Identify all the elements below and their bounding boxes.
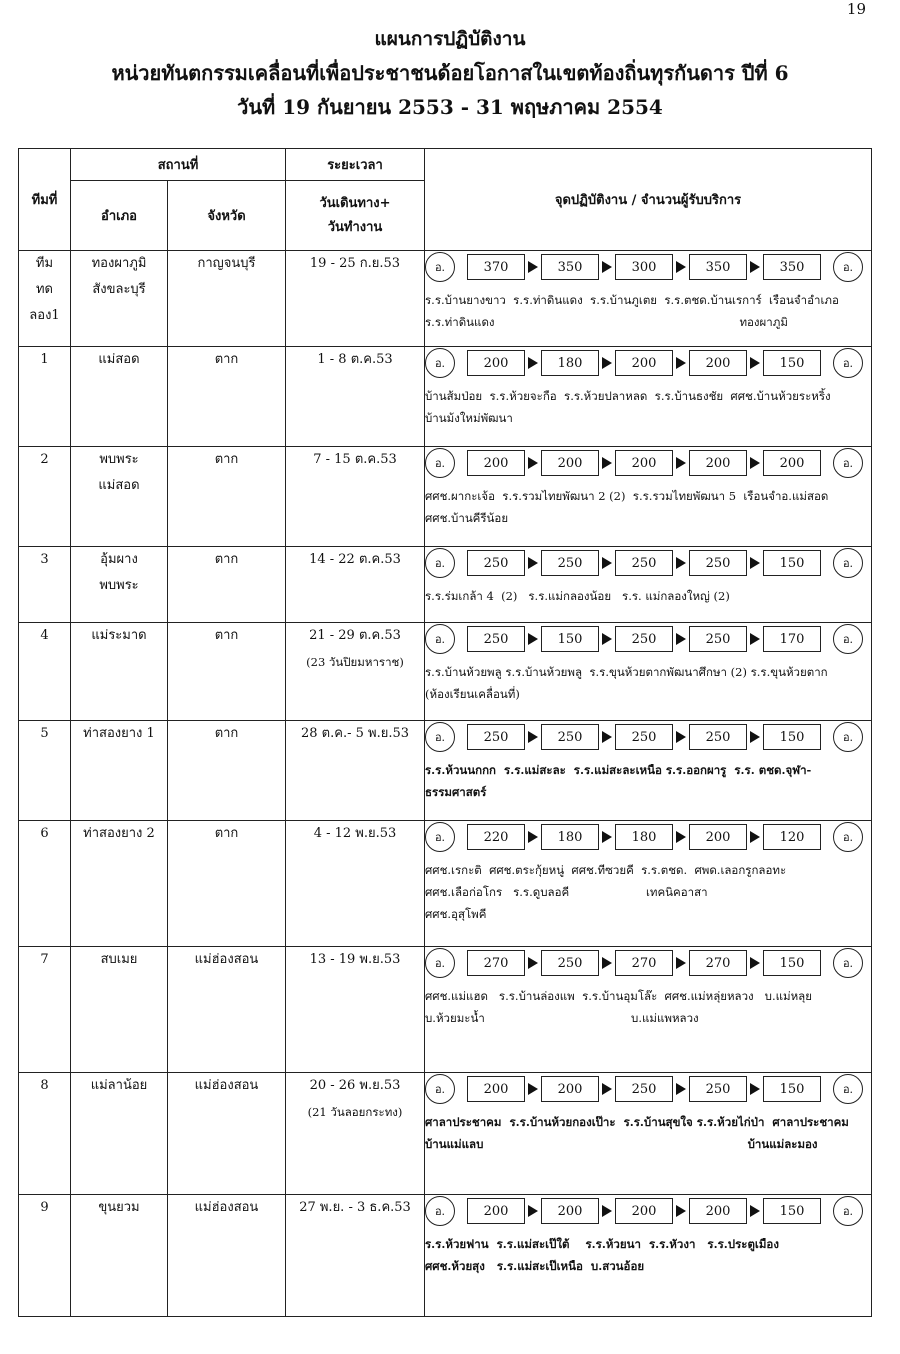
arrow-right-icon — [676, 633, 686, 645]
endpoint-circle-start: อ. — [425, 624, 455, 654]
arrow-right-icon — [750, 1205, 760, 1217]
endpoint-circle-end: อ. — [833, 1196, 863, 1226]
count-box: 150 — [541, 626, 599, 652]
points-cell — [425, 1073, 872, 1195]
page-number: 19 — [846, 0, 866, 18]
team-cell — [19, 1073, 71, 1195]
header-place: สถานที่ — [71, 149, 286, 181]
team-label: ทด — [35, 282, 53, 297]
period-label: 28 ต.ค.- 5 พ.ย.53 — [301, 726, 409, 741]
province-label: ตาก — [214, 726, 239, 741]
endpoint-circle-end: อ. — [833, 548, 863, 578]
points-cell — [425, 347, 872, 447]
arrow-right-icon — [602, 633, 612, 645]
count-box: 300 — [615, 254, 673, 280]
arrow-right-icon — [602, 1083, 612, 1095]
province-cell — [168, 721, 286, 821]
amphoe-cell — [71, 347, 168, 447]
province-cell — [168, 821, 286, 947]
table-row — [19, 447, 872, 547]
site-list-line: ร.ร.บ้านห้วยพลู ร.ร.บ้านห้วยพลู ร.ร.ขุนห้วยตากพัฒนาศึกษา (2) ร.ร.ขุนห้วยตาก — [425, 665, 828, 679]
table-row — [19, 251, 872, 347]
team-label: ทีม — [35, 256, 54, 271]
table-row — [19, 623, 872, 721]
count-box: 150 — [763, 1076, 821, 1102]
amphoe-label: ท่าสองยาง 2 — [83, 826, 155, 841]
arrow-right-icon — [528, 1083, 538, 1095]
count-box: 350 — [689, 254, 747, 280]
points-cell — [425, 547, 872, 623]
period-cell — [286, 1073, 425, 1195]
arrow-right-icon — [528, 261, 538, 273]
arrow-right-icon — [750, 731, 760, 743]
count-box: 370 — [467, 254, 525, 280]
amphoe-label: ท่าสองยาง 1 — [83, 726, 155, 741]
count-box: 180 — [541, 350, 599, 376]
count-box: 250 — [467, 626, 525, 652]
period-label: 4 - 12 พ.ย.53 — [313, 826, 397, 841]
flow-diagram — [425, 547, 871, 579]
province-cell — [168, 947, 286, 1073]
count-box: 200 — [615, 450, 673, 476]
count-box: 170 — [763, 626, 821, 652]
period-label: 19 - 25 ก.ย.53 — [309, 256, 401, 271]
points-cell — [425, 947, 872, 1073]
amphoe-cell — [71, 623, 168, 721]
arrow-right-icon — [602, 731, 612, 743]
arrow-right-icon — [602, 261, 612, 273]
site-list-line: ศศช.บ้านคีรีน้อย — [425, 511, 509, 525]
site-list-line: ศศช.อุสุโพคี — [425, 907, 487, 921]
header-amphoe: อำเภอ — [71, 181, 168, 251]
province-label: ตาก — [214, 452, 239, 467]
count-box: 250 — [615, 724, 673, 750]
title-line-3: วันที่ 19 กันยายน 2553 - 31 พฤษภาคม 2554 — [237, 95, 663, 119]
endpoint-circle-end: อ. — [833, 1074, 863, 1104]
count-box: 270 — [615, 950, 673, 976]
period-cell — [286, 547, 425, 623]
team-cell — [19, 821, 71, 947]
count-box: 250 — [689, 1076, 747, 1102]
count-box: 200 — [467, 350, 525, 376]
table-row — [19, 1073, 872, 1195]
period-cell — [286, 821, 425, 947]
endpoint-circle-start: อ. — [425, 252, 455, 282]
count-box: 180 — [615, 824, 673, 850]
count-box: 250 — [689, 724, 747, 750]
site-list-line: บ้านส้มป่อย ร.ร.ห้วยจะกือ ร.ร.ห้วยปลาหลด ร.ร.บ้านธงชัย ศศช.บ้านห้วยระหริ้ง — [425, 389, 831, 403]
period-note: (23 วันปิยมหาราช) — [306, 655, 404, 669]
province-cell — [168, 447, 286, 547]
count-box: 250 — [541, 550, 599, 576]
province-cell — [168, 1195, 286, 1317]
endpoint-circle-end: อ. — [833, 448, 863, 478]
count-box: 200 — [541, 1198, 599, 1224]
flow-diagram — [425, 1195, 871, 1227]
points-cell — [425, 623, 872, 721]
header-period-sub2: วันทำงาน — [327, 219, 383, 235]
amphoe-cell — [71, 721, 168, 821]
amphoe-label: อุ้มผาง — [100, 552, 138, 567]
count-box: 250 — [689, 626, 747, 652]
arrow-right-icon — [528, 1205, 538, 1217]
amphoe-label: ทองผาภูมิ — [91, 256, 147, 271]
arrow-right-icon — [750, 457, 760, 469]
count-box: 150 — [763, 350, 821, 376]
team-label: ลอง1 — [29, 308, 60, 323]
endpoint-circle-end: อ. — [833, 252, 863, 282]
site-list-line: ร.ร.ห้วนนกกก ร.ร.แม่สะละ ร.ร.แม่สะละเหนือ ร.ร.ออกผารู ร.ร. ตชด.จุฬา- — [425, 763, 812, 777]
team-label: 8 — [40, 1078, 49, 1093]
plan-table — [18, 148, 872, 1317]
arrow-right-icon — [676, 1083, 686, 1095]
arrow-right-icon — [528, 557, 538, 569]
points-cell — [425, 721, 872, 821]
province-label: แม่ฮ่องสอน — [194, 1200, 259, 1215]
site-list-line: ศศช.แม่แฮด ร.ร.บ้านล่องแพ ร.ร.บ้านอุมโล๊ะ ศศช.แม่หลุ่ยหลวง บ.แม่หลุย — [425, 989, 812, 1003]
title-line-2: หน่วยทันตกรรมเคลื่อนที่เพื่อประชาชนด้อยโอกาสในเขตท้องถิ่นทุรกันดาร ปีที่ 6 — [111, 61, 789, 85]
count-box: 250 — [467, 724, 525, 750]
amphoe-cell — [71, 1195, 168, 1317]
plan-rows — [19, 251, 872, 1317]
arrow-right-icon — [750, 957, 760, 969]
arrow-right-icon — [750, 633, 760, 645]
header-period: ระยะเวลา — [286, 149, 425, 181]
team-cell — [19, 721, 71, 821]
site-list-line: ศศช.ผากะเจ้อ ร.ร.รวมไทยพัฒนา 2 (2) ร.ร.รวมไทยพัฒนา 5 เรือนจำอ.แม่สอด — [425, 489, 829, 503]
count-box: 220 — [467, 824, 525, 850]
endpoint-circle-end: อ. — [833, 722, 863, 752]
province-label: ตาก — [214, 552, 239, 567]
period-label: 14 - 22 ต.ค.53 — [309, 552, 401, 567]
amphoe-label: พบพระ — [99, 578, 139, 593]
points-cell — [425, 821, 872, 947]
table-row — [19, 1195, 872, 1317]
site-list-line: ร.ร.ร่มเกล้า 4 (2) ร.ร.แม่กลองน้อย ร.ร. แม่กลองใหญ่ (2) — [425, 589, 730, 603]
arrow-right-icon — [750, 557, 760, 569]
count-box: 200 — [615, 1198, 673, 1224]
team-label: 7 — [40, 952, 49, 967]
amphoe-cell — [71, 251, 168, 347]
header-points: จุดปฏิบัติงาน / จำนวนผู้รับบริการ — [425, 149, 872, 251]
flow-diagram — [425, 623, 871, 655]
amphoe-label: สบเมย — [100, 952, 138, 967]
site-list-line: บ.ห้วยมะน้ำ บ.แม่แพหลวง — [425, 1011, 699, 1025]
amphoe-cell — [71, 821, 168, 947]
count-box: 250 — [467, 550, 525, 576]
arrow-right-icon — [602, 1205, 612, 1217]
endpoint-circle-start: อ. — [425, 722, 455, 752]
endpoint-circle-start: อ. — [425, 1196, 455, 1226]
province-label: ตาก — [214, 352, 239, 367]
period-label: 13 - 19 พ.ย.53 — [309, 952, 401, 967]
table-row — [19, 821, 872, 947]
endpoint-circle-start: อ. — [425, 548, 455, 578]
period-label: 20 - 26 พ.ย.53 — [309, 1078, 401, 1093]
arrow-right-icon — [676, 357, 686, 369]
count-box: 250 — [541, 950, 599, 976]
count-box: 250 — [541, 724, 599, 750]
points-cell — [425, 251, 872, 347]
amphoe-label: สังขละบุรี — [92, 282, 146, 297]
arrow-right-icon — [676, 557, 686, 569]
endpoint-circle-end: อ. — [833, 948, 863, 978]
count-box: 120 — [763, 824, 821, 850]
province-label: ตาก — [214, 826, 239, 841]
site-list-line: ร.ร.ท่าดินแดง ทองผาภูมิ — [425, 315, 788, 329]
province-label: ตาก — [214, 628, 239, 643]
province-cell — [168, 347, 286, 447]
arrow-right-icon — [676, 1205, 686, 1217]
endpoint-circle-start: อ. — [425, 1074, 455, 1104]
count-box: 270 — [689, 950, 747, 976]
arrow-right-icon — [602, 557, 612, 569]
arrow-right-icon — [528, 457, 538, 469]
site-list-line: ธรรมศาสตร์ — [425, 785, 487, 799]
team-cell — [19, 251, 71, 347]
province-cell — [168, 623, 286, 721]
site-list-line: (ห้องเรียนเคลื่อนที่) — [425, 687, 520, 701]
period-cell — [286, 447, 425, 547]
arrow-right-icon — [676, 457, 686, 469]
province-label: แม่ฮ่องสอน — [194, 1078, 259, 1093]
team-label: 4 — [40, 628, 49, 643]
count-box: 200 — [689, 1198, 747, 1224]
arrow-right-icon — [750, 1083, 760, 1095]
flow-diagram — [425, 1073, 871, 1105]
team-label: 3 — [40, 552, 49, 567]
flow-diagram — [425, 947, 871, 979]
site-list-line: บ้านม้งใหม่พัฒนา — [425, 411, 513, 425]
arrow-right-icon — [676, 957, 686, 969]
arrow-right-icon — [528, 831, 538, 843]
count-box: 250 — [615, 550, 673, 576]
team-label: 1 — [40, 352, 49, 367]
team-label: 5 — [40, 726, 49, 741]
count-box: 250 — [615, 626, 673, 652]
arrow-right-icon — [750, 261, 760, 273]
team-cell — [19, 447, 71, 547]
period-cell — [286, 1195, 425, 1317]
amphoe-cell — [71, 547, 168, 623]
team-label: 6 — [40, 826, 49, 841]
count-box: 150 — [763, 1198, 821, 1224]
period-cell — [286, 623, 425, 721]
amphoe-label: แม่ระมาด — [91, 628, 147, 643]
team-cell — [19, 547, 71, 623]
period-label: 27 พ.ย. - 3 ธ.ค.53 — [299, 1200, 411, 1215]
site-list-line: ศาลาประชาคม ร.ร.บ้านห้วยกองเป๊าะ ร.ร.บ้านสุขใจ ร.ร.ห้วยไก่ป่า ศาลาประชาคม — [425, 1115, 849, 1129]
arrow-right-icon — [602, 357, 612, 369]
period-note: (21 วันลอยกระทง) — [307, 1105, 403, 1119]
endpoint-circle-end: อ. — [833, 348, 863, 378]
endpoint-circle-start: อ. — [425, 348, 455, 378]
arrow-right-icon — [528, 633, 538, 645]
table-row — [19, 721, 872, 821]
header-period-sub — [286, 181, 425, 251]
amphoe-label: แม่สอด — [98, 352, 140, 367]
arrow-right-icon — [602, 457, 612, 469]
site-list-line: ร.ร.ห้วยฟาน ร.ร.แม่สะเป๊ใต้ ร.ร.ห้วยนา ร.ร.หัวงา ร.ร.ประตูเมือง — [425, 1237, 779, 1251]
endpoint-circle-end: อ. — [833, 624, 863, 654]
header-province: จังหวัด — [168, 181, 286, 251]
table-row — [19, 347, 872, 447]
site-list-line: ศศช.ห้วยสุง ร.ร.แม่สะเป๊เหนือ บ.สวนอ้อย — [425, 1259, 645, 1273]
period-label: 7 - 15 ต.ค.53 — [313, 452, 397, 467]
count-box: 200 — [467, 1076, 525, 1102]
arrow-right-icon — [676, 831, 686, 843]
period-cell — [286, 721, 425, 821]
document-title — [0, 22, 900, 124]
flow-diagram — [425, 721, 871, 753]
amphoe-label: แม่สอด — [98, 478, 140, 493]
province-cell — [168, 1073, 286, 1195]
province-label: แม่ฮ่องสอน — [194, 952, 259, 967]
amphoe-cell — [71, 947, 168, 1073]
count-box: 200 — [541, 450, 599, 476]
endpoint-circle-end: อ. — [833, 822, 863, 852]
count-box: 350 — [541, 254, 599, 280]
period-cell — [286, 347, 425, 447]
count-box: 200 — [689, 350, 747, 376]
count-box: 350 — [763, 254, 821, 280]
header-period-sub1: วันเดินทาง+ — [319, 195, 391, 211]
count-box: 150 — [763, 550, 821, 576]
team-cell — [19, 1195, 71, 1317]
count-box: 200 — [615, 350, 673, 376]
flow-diagram — [425, 821, 871, 853]
flow-diagram — [425, 347, 871, 379]
team-cell — [19, 623, 71, 721]
count-box: 180 — [541, 824, 599, 850]
title-line-1: แผนการปฏิบัติงาน — [374, 28, 526, 50]
site-list-line: บ้านแม่แลบ บ้านแม่ละมอง — [425, 1137, 818, 1151]
count-box: 270 — [467, 950, 525, 976]
count-box: 200 — [763, 450, 821, 476]
period-label: 1 - 8 ต.ค.53 — [317, 352, 393, 367]
arrow-right-icon — [602, 957, 612, 969]
header-team: ทีมที่ — [19, 149, 71, 251]
amphoe-label: ขุนยวม — [98, 1200, 140, 1215]
amphoe-label: แม่ลาน้อย — [90, 1078, 148, 1093]
amphoe-cell — [71, 1073, 168, 1195]
site-list-line: ศศช.เรกะติ ศศช.ตระกุ้ยหนู่ ศศช.ทีซวยคี ร.ร.ตชด. ศพด.เลอกรูกลอทะ — [425, 863, 787, 877]
province-cell — [168, 547, 286, 623]
province-label: กาญจนบุรี — [197, 256, 256, 271]
count-box: 200 — [467, 1198, 525, 1224]
points-cell — [425, 447, 872, 547]
amphoe-cell — [71, 447, 168, 547]
count-box: 200 — [689, 824, 747, 850]
arrow-right-icon — [528, 957, 538, 969]
team-cell — [19, 947, 71, 1073]
arrow-right-icon — [528, 357, 538, 369]
site-list-line: ร.ร.บ้านยางขาว ร.ร.ท่าดินแดง ร.ร.บ้านภูเตย ร.ร.ตชด.บ้านเรการ์ เรือนจำอำเภอ — [425, 293, 839, 307]
period-cell — [286, 251, 425, 347]
count-box: 250 — [689, 550, 747, 576]
arrow-right-icon — [750, 357, 760, 369]
points-cell — [425, 1195, 872, 1317]
count-box: 200 — [467, 450, 525, 476]
count-box: 150 — [763, 724, 821, 750]
endpoint-circle-start: อ. — [425, 948, 455, 978]
site-list-line: ศศช.เลือก่อโกร ร.ร.ดูบลอคี เทคนิคอาสา — [425, 885, 708, 899]
arrow-right-icon — [676, 731, 686, 743]
team-cell — [19, 347, 71, 447]
arrow-right-icon — [602, 831, 612, 843]
arrow-right-icon — [750, 831, 760, 843]
period-cell — [286, 947, 425, 1073]
period-label: 21 - 29 ต.ค.53 — [309, 628, 401, 643]
arrow-right-icon — [528, 731, 538, 743]
province-cell — [168, 251, 286, 347]
count-box: 200 — [541, 1076, 599, 1102]
endpoint-circle-start: อ. — [425, 448, 455, 478]
endpoint-circle-start: อ. — [425, 822, 455, 852]
flow-diagram — [425, 251, 871, 283]
table-row — [19, 547, 872, 623]
count-box: 200 — [689, 450, 747, 476]
count-box: 150 — [763, 950, 821, 976]
amphoe-label: พบพระ — [99, 452, 139, 467]
table-row — [19, 947, 872, 1073]
arrow-right-icon — [676, 261, 686, 273]
team-label: 9 — [40, 1200, 49, 1215]
flow-diagram — [425, 447, 871, 479]
team-label: 2 — [40, 452, 49, 467]
count-box: 250 — [615, 1076, 673, 1102]
